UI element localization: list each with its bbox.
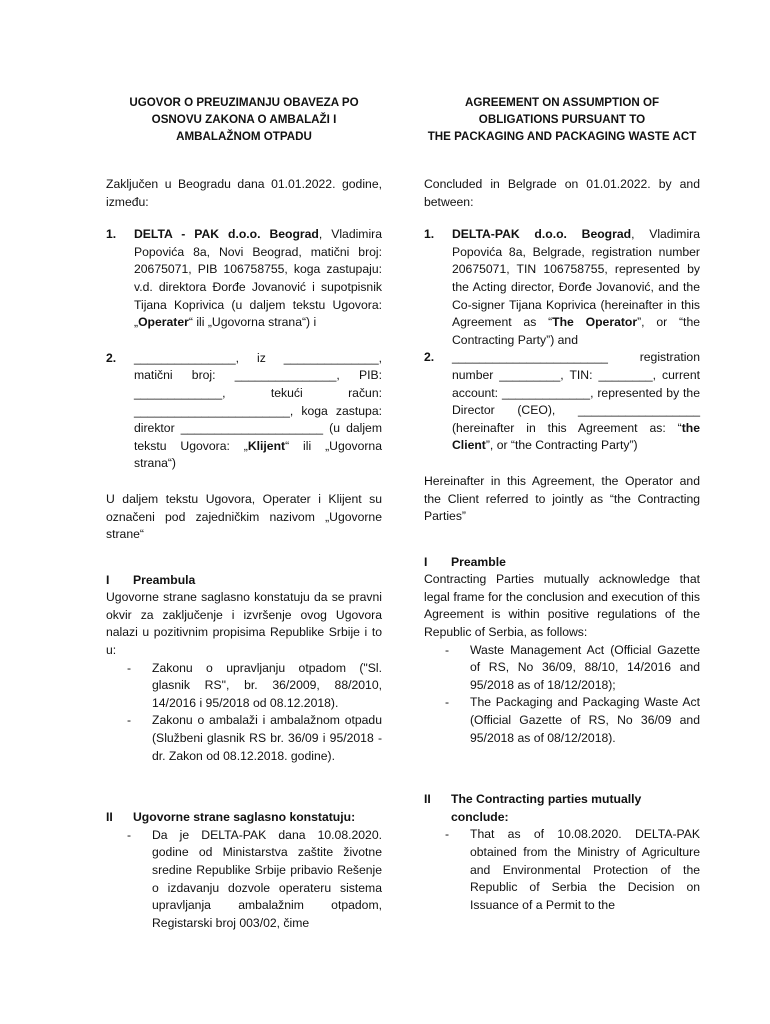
list-item: - That as of 10.08.2020. DELTA-PAK obtained from the Ministry of Agriculture and Environmental Protection of the Republic of Serbia the Decision on Issuance of a Permit to the — [444, 827, 700, 912]
list-item: - Zakonu o upravljanju otpadom ("Sl. glasnik RS", br. 36/2009, 88/2010, 14/2016 i 95/2018 od 08.12.2018). — [126, 660, 382, 710]
party-1-sr — [106, 226, 382, 332]
section-1-text-en: Contracting Parties mutually acknowledge that legal frame for the conclusion and execution of this Agreement is within positive regulations of the Republic of Serbia, as follows: — [424, 572, 700, 640]
section-1-title: Preambula — [133, 572, 196, 587]
section-2-heading-sr: II Ugovorne strane saglasno konstatuju: — [106, 809, 382, 827]
list-item: - The Packaging and Packaging Waste Act (Official Gazette of RS, No 36/09 and 95/2018 as of 08/12/2018). — [444, 695, 700, 745]
section-2-heading-en: II The Contracting parties mutually conclude: — [424, 791, 700, 826]
party-2-text: _______________________ registration number _________, TIN: ________, current account: _____________, represented by the Director (CEO), __________________ (hereinafter in this Agreement as: “the Client”, or “the Contracting Party”) — [452, 350, 700, 453]
party-2-role: Klijent — [247, 438, 286, 453]
party-2-number: 2. — [424, 350, 435, 365]
party-2-en — [424, 349, 700, 455]
section-1-text-sr: Ugovorne strane saglasno konstatuju da se pravni okvir za zaključenje i izvršenje ovog Ugovora nalazi u pozitivnim propisima Republike Srbije i to u: — [106, 590, 382, 658]
party-1-role: The Operator — [552, 315, 638, 330]
section-2-title: Ugovorne strane saglasno konstatuju: — [133, 810, 356, 825]
english-column — [424, 94, 700, 914]
party-1-text: DELTA - PAK d.o.o. Beograd, Vladimira Popovića 8a, Novi Beograd, matični broj: 20675071, PIB 106758755, koga zastupaju: v.d. direktora Đorđe Jovanović i supotpisnik Tijana Koprivica (u daljem tekstu Ugovora: „Operater“ ili „Ugovorna strana“) i — [134, 227, 383, 330]
party-1-text: DELTA-PAK d.o.o. Beograd, Vladimira Popovića 8a, Belgrade, registration number 20675071, TIN 106758755, represented by the Acting director, Đorđe Jovanović, and the Co-signer Tijana Koprivica (hereinafter in this Agreement as “The Operator”, or “the Contracting Party”) and — [452, 227, 700, 347]
list-item: - Waste Management Act (Official Gazette of RS, No 36/09, 88/10, 14/2016 and 95/2018 as of 18/12/2018); — [444, 642, 700, 692]
party-1-name: DELTA - PAK d.o.o. Beograd — [134, 227, 319, 242]
party-1-name: DELTA-PAK d.o.o. Beograd — [452, 227, 632, 242]
section-2-list-en — [424, 826, 700, 914]
hereinafter-en: Hereinafter in this Agreement, the Operator and the Client referred to jointly as “the Contracting Parties” — [424, 473, 700, 524]
intro-sr: Zaključen u Beogradu dana 01.01.2022. godine, između: — [106, 177, 382, 209]
section-1-list-sr — [106, 660, 382, 766]
party-2-role: the Client — [452, 420, 700, 453]
list-item: - Zakonu o ambalaži i ambalažnom otpadu (Službeni glasnik RS br. 36/09 i 95/2018 - dr. Zakon od 08.12.2018. godine). — [126, 713, 382, 763]
document-title-en: AGREEMENT ON ASSUMPTION OF OBLIGATIONS PURSUANT TO THE PACKAGING AND PACKAGING WASTE ACT — [427, 96, 697, 143]
section-1-heading-en: I Preamble — [424, 554, 700, 572]
party-2-text: _______________, iz ______________, matični broj: _______________, PIB: _____________, tekući račun: _______________________, koga zastupa: direktor _____________________ (u daljem tekstu Ugovora: „Klijent“ ili „Ugovorna strana“) — [134, 350, 382, 471]
party-2-number: 2. — [106, 350, 117, 365]
section-1-heading-sr: I Preambula — [106, 572, 382, 590]
hereinafter-sr: U daljem tekstu Ugovora, Operater i Klijent su označeni pod zajedničkim nazivom „Ugovorne strane“ — [106, 491, 382, 542]
party-1-en — [424, 226, 700, 349]
party-1-number: 1. — [106, 227, 117, 242]
party-1-number: 1. — [424, 227, 435, 242]
list-item: - Da je DELTA-PAK dana 10.08.2020. godine od Ministarstva zaštite životne sredine Republike Srbije pribavio Rešenje o izdavanju dozvole operateru sistema upravljanja ambalažnim otpadom, Registarski broj 003/02, čime — [126, 827, 382, 930]
document-title-sr: UGOVOR O PREUZIMANJU OBAVEZA PO OSNOVU ZAKONA O AMBALAŽI I AMBALAŽNOM OTPADU — [129, 96, 359, 143]
section-2-list-sr — [106, 827, 382, 933]
party-1-role: Operater — [138, 315, 189, 330]
serbian-column — [106, 94, 382, 932]
section-2-title: The Contracting parties mutually conclude: — [451, 792, 642, 824]
intro-en: Concluded in Belgrade on 01.01.2022. by and between: — [424, 177, 700, 209]
section-1-title: Preamble — [451, 554, 506, 569]
party-2-sr — [106, 350, 382, 473]
section-1-list-en — [424, 642, 700, 748]
